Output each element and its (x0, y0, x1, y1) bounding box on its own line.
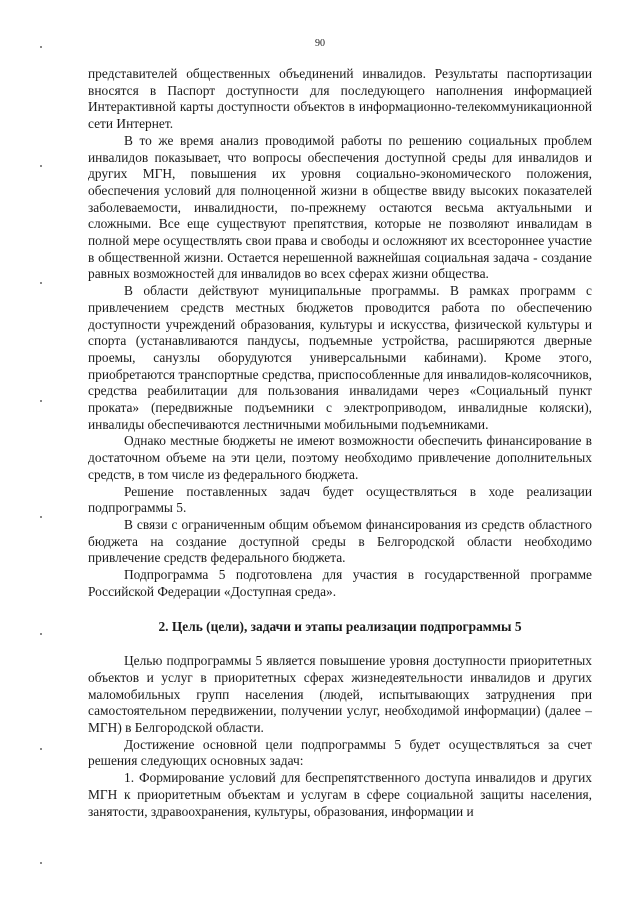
paragraph: В связи с ограниченным общим объемом финансирования из средств областного бюджета на создание доступной среды в Белгородской области необходимо привлечение средств федерального бюджета. (88, 516, 592, 566)
document-body (88, 66, 592, 820)
paragraph: В то же время анализ проводимой работы по решению социальных проблем инвалидов показывает, что вопросы обеспечения доступной среды для инвалидов и других МГН, повышения их уровня социально-экономического положения, обеспечения условий для полноценной жизни в обществе ввиду высоких показателей заболеваемости, инвалидности, по-прежнему остаются весьма актуальными и сложными. Все еще существуют препятствия, которые не позволяют инвалидам в полной мере осуществлять свои права и свободы и осложняют их всестороннее участие в общественной жизни. Остается нерешенной важнейшая социальная задача - создание равных возможностей для инвалидов во всех сферах жизни общества. (88, 132, 592, 282)
margin-mark (40, 165, 42, 167)
paragraph: Целью подпрограммы 5 является повышение уровня доступности приоритетных объектов и услуг в приоритетных сферах жизнедеятельности инвалидов и других маломобильных групп населения (людей, испытывающих затруднения при самостоятельном передвижении, получении услуг, необходимой информации) (далее – МГН) в Белгородской области. (88, 653, 592, 736)
margin-mark (40, 400, 42, 402)
margin-mark (40, 862, 42, 864)
margin-mark (40, 516, 42, 518)
margin-mark (40, 282, 42, 284)
paragraph: В области действуют муниципальные программы. В рамках программ с привлечением средств местных бюджетов проводится работа по обеспечению доступности учреждений образования, культуры и искусства, физической культуры и спорта (устанавливаются пандусы, подъемные устройства, расширяются дверные проемы, санузлы оборудуются универсальными кабинами). Кроме этого, приобретаются транспортные средства, приспособленные для инвалидов-колясочников, средства реабилитации для пользования инвалидами через «Социальный пункт проката» (передвижные подъемники с электроприводом, инвалидные коляски), инвалиды обеспечиваются лестничными мобильными подъемниками. (88, 283, 592, 432)
paragraph: Подпрограмма 5 подготовлена для участия в государственной программе Российской Федерации «Доступная среда». (88, 567, 592, 599)
paragraph: представителей общественных объединений инвалидов. Результаты паспортизации вносятся в Паспорт доступности для последующего наполнения информацией Интерактивной карты доступности объектов в информационно-телекоммуникационной сети Интернет. (88, 66, 592, 132)
paragraph: 1. Формирование условий для беспрепятственного доступа инвалидов и других МГН к приоритетным объектам и услугам в сфере социальной защиты населения, занятости, здравоохранения, культуры, образования, информации и (88, 770, 592, 819)
margin-mark (40, 748, 42, 750)
margin-mark (40, 46, 42, 48)
section-heading: 2. Цель (цели), задачи и этапы реализации подпрограммы 5 (158, 618, 522, 634)
paragraph: Достижение основной цели подпрограммы 5 будет осуществляться за счет решения следующих основных задач: (88, 736, 592, 769)
paragraph: Однако местные бюджеты не имеют возможности обеспечить финансирование в достаточном объеме на эти цели, поэтому необходимо привлечение дополнительных средств, в том числе из федерального бюджета. (88, 433, 592, 482)
page-number: 90 (315, 38, 325, 49)
paragraph: Решение поставленных задач будет осуществляться в ходе реализации подпрограммы 5. (88, 483, 592, 516)
margin-mark (40, 633, 42, 635)
